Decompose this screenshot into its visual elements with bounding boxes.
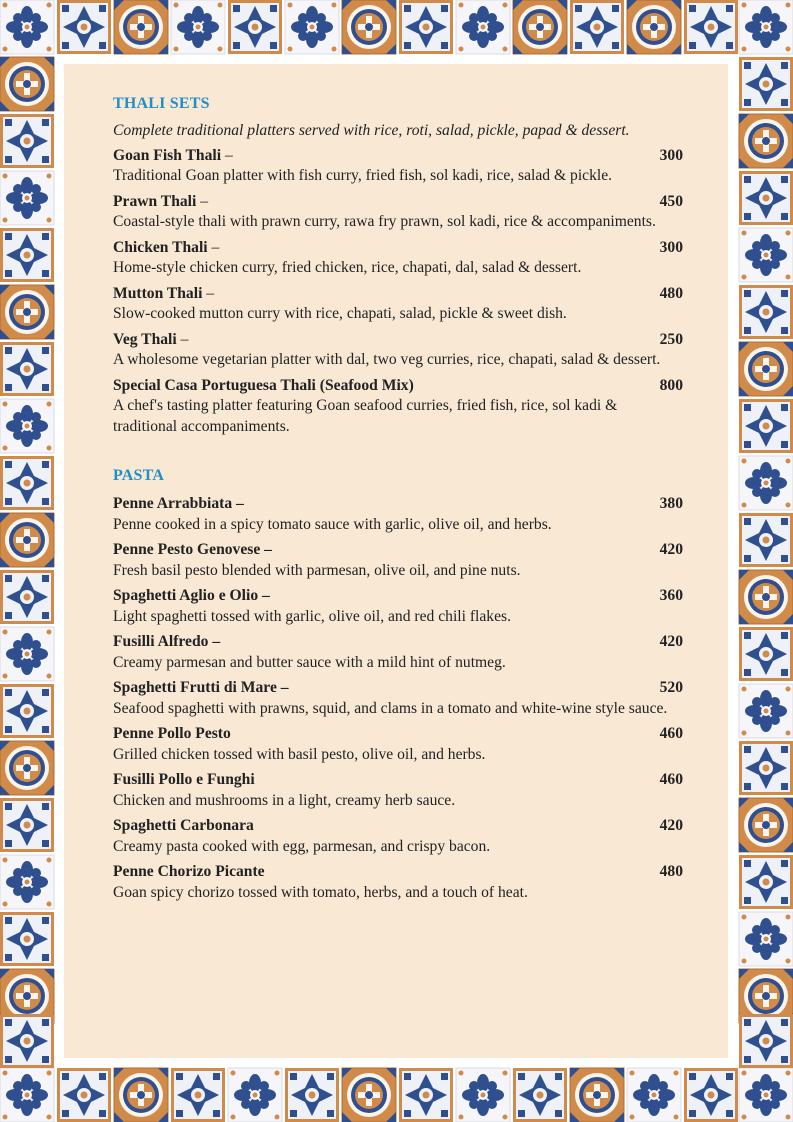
menu-item-price: 800 xyxy=(659,376,683,394)
menu-item-title xyxy=(113,376,414,397)
menu-item-dash: – xyxy=(196,192,209,210)
menu-item-price: 480 xyxy=(659,284,683,302)
menu-item-header xyxy=(113,678,683,699)
menu-item xyxy=(113,238,683,279)
menu-item-description: Home-style chicken curry, fried chicken, rice, chapati, dal, salad & dessert. xyxy=(113,259,582,276)
menu-item-dash: – xyxy=(221,146,233,164)
menu-item-price: 460 xyxy=(659,771,683,788)
menu-item xyxy=(113,862,683,903)
menu-item-dash: – xyxy=(207,238,220,256)
menu-item-description: Seafood spaghetti with prawns, squid, and clams in a tomato and white-wine style sauce. xyxy=(113,699,668,717)
thali-section xyxy=(113,94,683,437)
menu-item-description: Creamy pasta cooked with egg, parmesan, and crispy bacon. xyxy=(113,837,491,855)
menu-item-dash: – xyxy=(176,330,189,348)
menu-item xyxy=(113,146,683,187)
menu-item-description: Fresh basil pesto blended with parmesan, olive oil, and pine nuts. xyxy=(113,561,521,579)
menu-item-header xyxy=(113,816,683,837)
menu-item-name: Chicken Thali xyxy=(113,238,208,256)
menu-item-header xyxy=(113,284,683,305)
menu-item-title xyxy=(113,238,219,259)
menu-item-name: Penne Arrabbiata – xyxy=(113,495,244,512)
menu-content xyxy=(113,94,683,908)
menu-item-header xyxy=(113,494,683,515)
menu-item-description: Chicken and mushrooms in a light, creamy herb sauce. xyxy=(113,791,456,809)
section-title-pasta: PASTA xyxy=(113,467,165,484)
menu-item-header xyxy=(113,376,683,397)
menu-item xyxy=(113,284,683,325)
menu-item-price: 450 xyxy=(659,192,683,210)
menu-item-name: Veg Thali xyxy=(113,330,177,348)
menu-item-title xyxy=(113,862,265,883)
menu-item-title xyxy=(113,770,255,791)
menu-item-title xyxy=(113,192,208,213)
menu-item xyxy=(113,816,683,857)
menu-item-description: A chef's tasting platter featuring Goan seafood curries, fried fish, rice, sol kadi & traditional accompaniments. xyxy=(113,397,618,435)
menu-item xyxy=(113,330,683,371)
menu-item-title xyxy=(113,540,272,561)
menu-item-price: 360 xyxy=(659,587,683,604)
menu-item-name: Spaghetti Frutti di Mare – xyxy=(113,679,289,696)
menu-item-header xyxy=(113,586,683,607)
menu-item-description: Traditional Goan platter with fish curry, fried fish, sol kadi, rice, salad & pickle. xyxy=(113,167,613,184)
menu-item-name: Fusilli Alfredo – xyxy=(113,633,221,650)
menu-item-name: Spaghetti Carbonara xyxy=(113,817,254,834)
menu-item-title xyxy=(113,816,254,837)
menu-item-description: Grilled chicken tossed with basil pesto, olive oil, and herbs. xyxy=(113,745,486,763)
menu-item xyxy=(113,192,683,233)
menu-item xyxy=(113,678,683,719)
menu-panel xyxy=(64,64,728,1058)
menu-item-title xyxy=(113,724,231,745)
menu-item-header xyxy=(113,724,683,745)
menu-item xyxy=(113,540,683,581)
menu-item-name: Mutton Thali xyxy=(113,284,203,302)
menu-item-price: 300 xyxy=(659,238,683,256)
menu-item-title xyxy=(113,284,214,305)
menu-item-price: 250 xyxy=(659,330,683,348)
menu-item-price: 420 xyxy=(659,633,683,650)
menu-item-description: Slow-cooked mutton curry with rice, chapati, salad, pickle & sweet dish. xyxy=(113,305,567,322)
menu-item-description: A wholesome vegetarian platter with dal, two veg curries, rice, chapati, salad & dessert. xyxy=(113,351,661,368)
menu-item xyxy=(113,494,683,535)
menu-item-name: Fusilli Pollo e Funghi xyxy=(113,771,255,788)
menu-item-description: Goan spicy chorizo tossed with tomato, herbs, and a touch of heat. xyxy=(113,883,528,901)
menu-item-description: Penne cooked in a spicy tomato sauce with garlic, olive oil, and herbs. xyxy=(113,515,552,533)
menu-item-name: Penne Pesto Genovese – xyxy=(113,541,272,558)
menu-item-title xyxy=(113,494,244,515)
menu-item-name: Special Casa Portuguesa Thali (Seafood Mix) xyxy=(113,376,414,394)
menu-item xyxy=(113,632,683,673)
menu-item-header xyxy=(113,862,683,883)
menu-item-price: 480 xyxy=(659,863,683,880)
menu-item-title xyxy=(113,146,233,167)
menu-item-name: Spaghetti Aglio e Olio – xyxy=(113,587,270,604)
menu-item xyxy=(113,376,683,438)
menu-item-header xyxy=(113,330,683,351)
menu-item-name: Prawn Thali xyxy=(113,192,197,210)
menu-item xyxy=(113,770,683,811)
section-title-thali: THALI SETS xyxy=(113,95,210,112)
menu-item-price: 300 xyxy=(659,146,683,164)
thali-item-list xyxy=(113,146,683,438)
menu-item-title xyxy=(113,586,270,607)
menu-item-header xyxy=(113,770,683,791)
menu-item-dash: – xyxy=(202,284,215,302)
menu-item-header xyxy=(113,238,683,259)
pasta-section xyxy=(113,466,683,903)
menu-item-header xyxy=(113,540,683,561)
menu-item-description: Creamy parmesan and butter sauce with a mild hint of nutmeg. xyxy=(113,653,506,671)
menu-item-price: 380 xyxy=(659,495,683,512)
menu-item-price: 460 xyxy=(659,725,683,742)
menu-item-name: Goan Fish Thali xyxy=(113,146,222,164)
menu-item-header xyxy=(113,192,683,213)
pasta-item-list xyxy=(113,494,683,903)
menu-item xyxy=(113,724,683,765)
menu-item-header xyxy=(113,146,683,167)
menu-item-title xyxy=(113,678,289,699)
menu-item-name: Penne Chorizo Picante xyxy=(113,863,265,880)
menu-item-title xyxy=(113,330,188,351)
menu-item-price: 420 xyxy=(659,541,683,558)
menu-item-title xyxy=(113,632,220,653)
menu-item-name: Penne Pollo Pesto xyxy=(113,725,231,742)
menu-item xyxy=(113,586,683,627)
thali-intro: Complete traditional platters served with rice, roti, salad, pickle, papad & dessert. xyxy=(113,122,630,139)
menu-item-price: 420 xyxy=(659,817,683,834)
menu-item-price: 520 xyxy=(659,679,683,696)
menu-item-description: Coastal-style thali with prawn curry, rawa fry prawn, sol kadi, rice & accompaniments. xyxy=(113,213,656,230)
menu-item-description: Light spaghetti tossed with garlic, olive oil, and red chili flakes. xyxy=(113,607,511,625)
menu-item-header xyxy=(113,632,683,653)
